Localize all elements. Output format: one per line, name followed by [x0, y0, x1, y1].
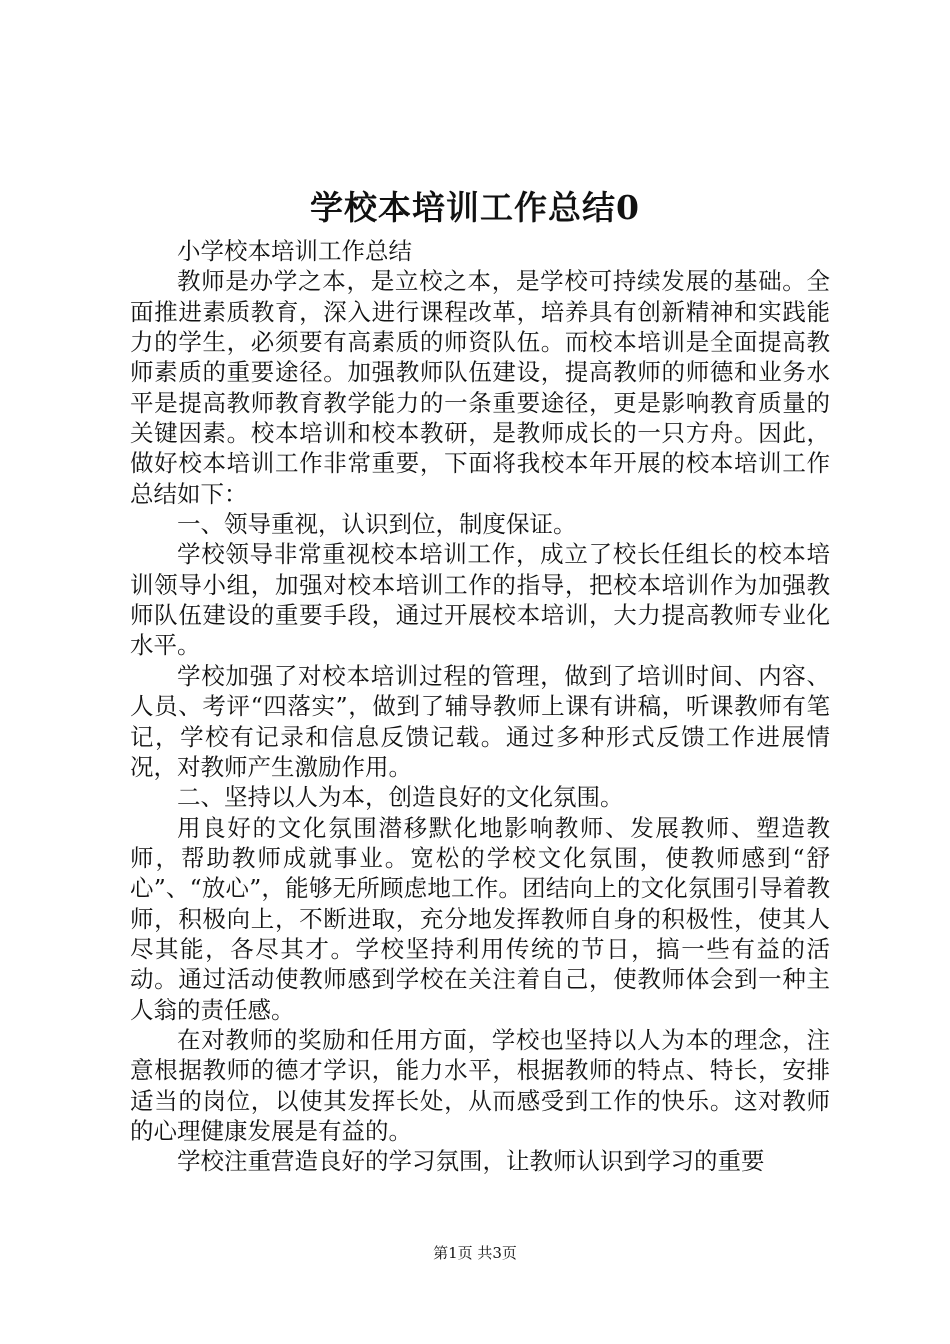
page-footer: 第1页 共3页	[433, 1244, 517, 1262]
paragraph: 在对教师的奖励和任用方面，学校也坚持以人为本的理念，注意根据教师的德才学识，能力水平，根据教师的特点、特长，安排适当的岗位，以使其发挥长处，从而感受到工作的快乐。这对教师的心理健康发展是有益的。	[130, 1025, 830, 1145]
document-body	[130, 236, 830, 1177]
paragraph: 学校加强了对校本培训过程的管理，做到了培训时间、内容、人员、考评“四落实”，做到了辅导教师上课有讲稿，听课教师有笔记，学校有记录和信息反馈记载。通过多种形式反馈工作进展情况，对教师产生激励作用。	[130, 661, 830, 781]
paragraph: 学校领导非常重视校本培训工作，成立了校长任组长的校本培训领导小组，加强对校本培训工作的指导，把校本培训作为加强教师队伍建设的重要手段，通过开展校本培训，大力提高教师专业化水平。	[130, 540, 830, 660]
section-heading: 二、坚持以人为本，创造良好的文化氛围。	[177, 783, 624, 812]
paragraph: 教师是办学之本，是立校之本，是学校可持续发展的基础。全面推进素质教育，深入进行课程改革，培养具有创新精神和实践能力的学生，必须要有高素质的师资队伍。而校本培训是全面提高教师素质的重要途径。加强教师队伍建设，提高教师的师德和业务水平是提高教师教育教学能力的一条重要途径，更是影响教育质量的关键因素。校本培训和校本教研，是教师成长的一只方舟。因此，做好校本培训工作非常重要，下面将我校本年开展的校本培训工作总结如下：	[130, 267, 830, 508]
paragraph: 用良好的文化氛围潜移默化地影响教师、发展教师、塑造教师，帮助教师成就事业。宽松的学校文化氛围，使教师感到“舒心”、“放心”，能够无所顾虑地工作。团结向上的文化氛围引导着教师，积极向上，不断进取，充分地发挥教师自身的积极性，使其人尽其能，各尽其才。学校坚持利用传统的节日，搞一些有益的活动。通过活动使教师感到学校在关注着自己，使教师体会到一种主人翁的责任感。	[130, 813, 830, 1024]
section-heading: 一、领导重视，认识到位，制度保证。	[177, 510, 577, 539]
document-title: 学校本培训工作总结0	[310, 188, 640, 227]
paragraph-subtitle: 小学校本培训工作总结	[177, 237, 412, 265]
paragraph: 学校注重营造良好的学习氛围，让教师认识到学习的重要	[177, 1147, 765, 1176]
